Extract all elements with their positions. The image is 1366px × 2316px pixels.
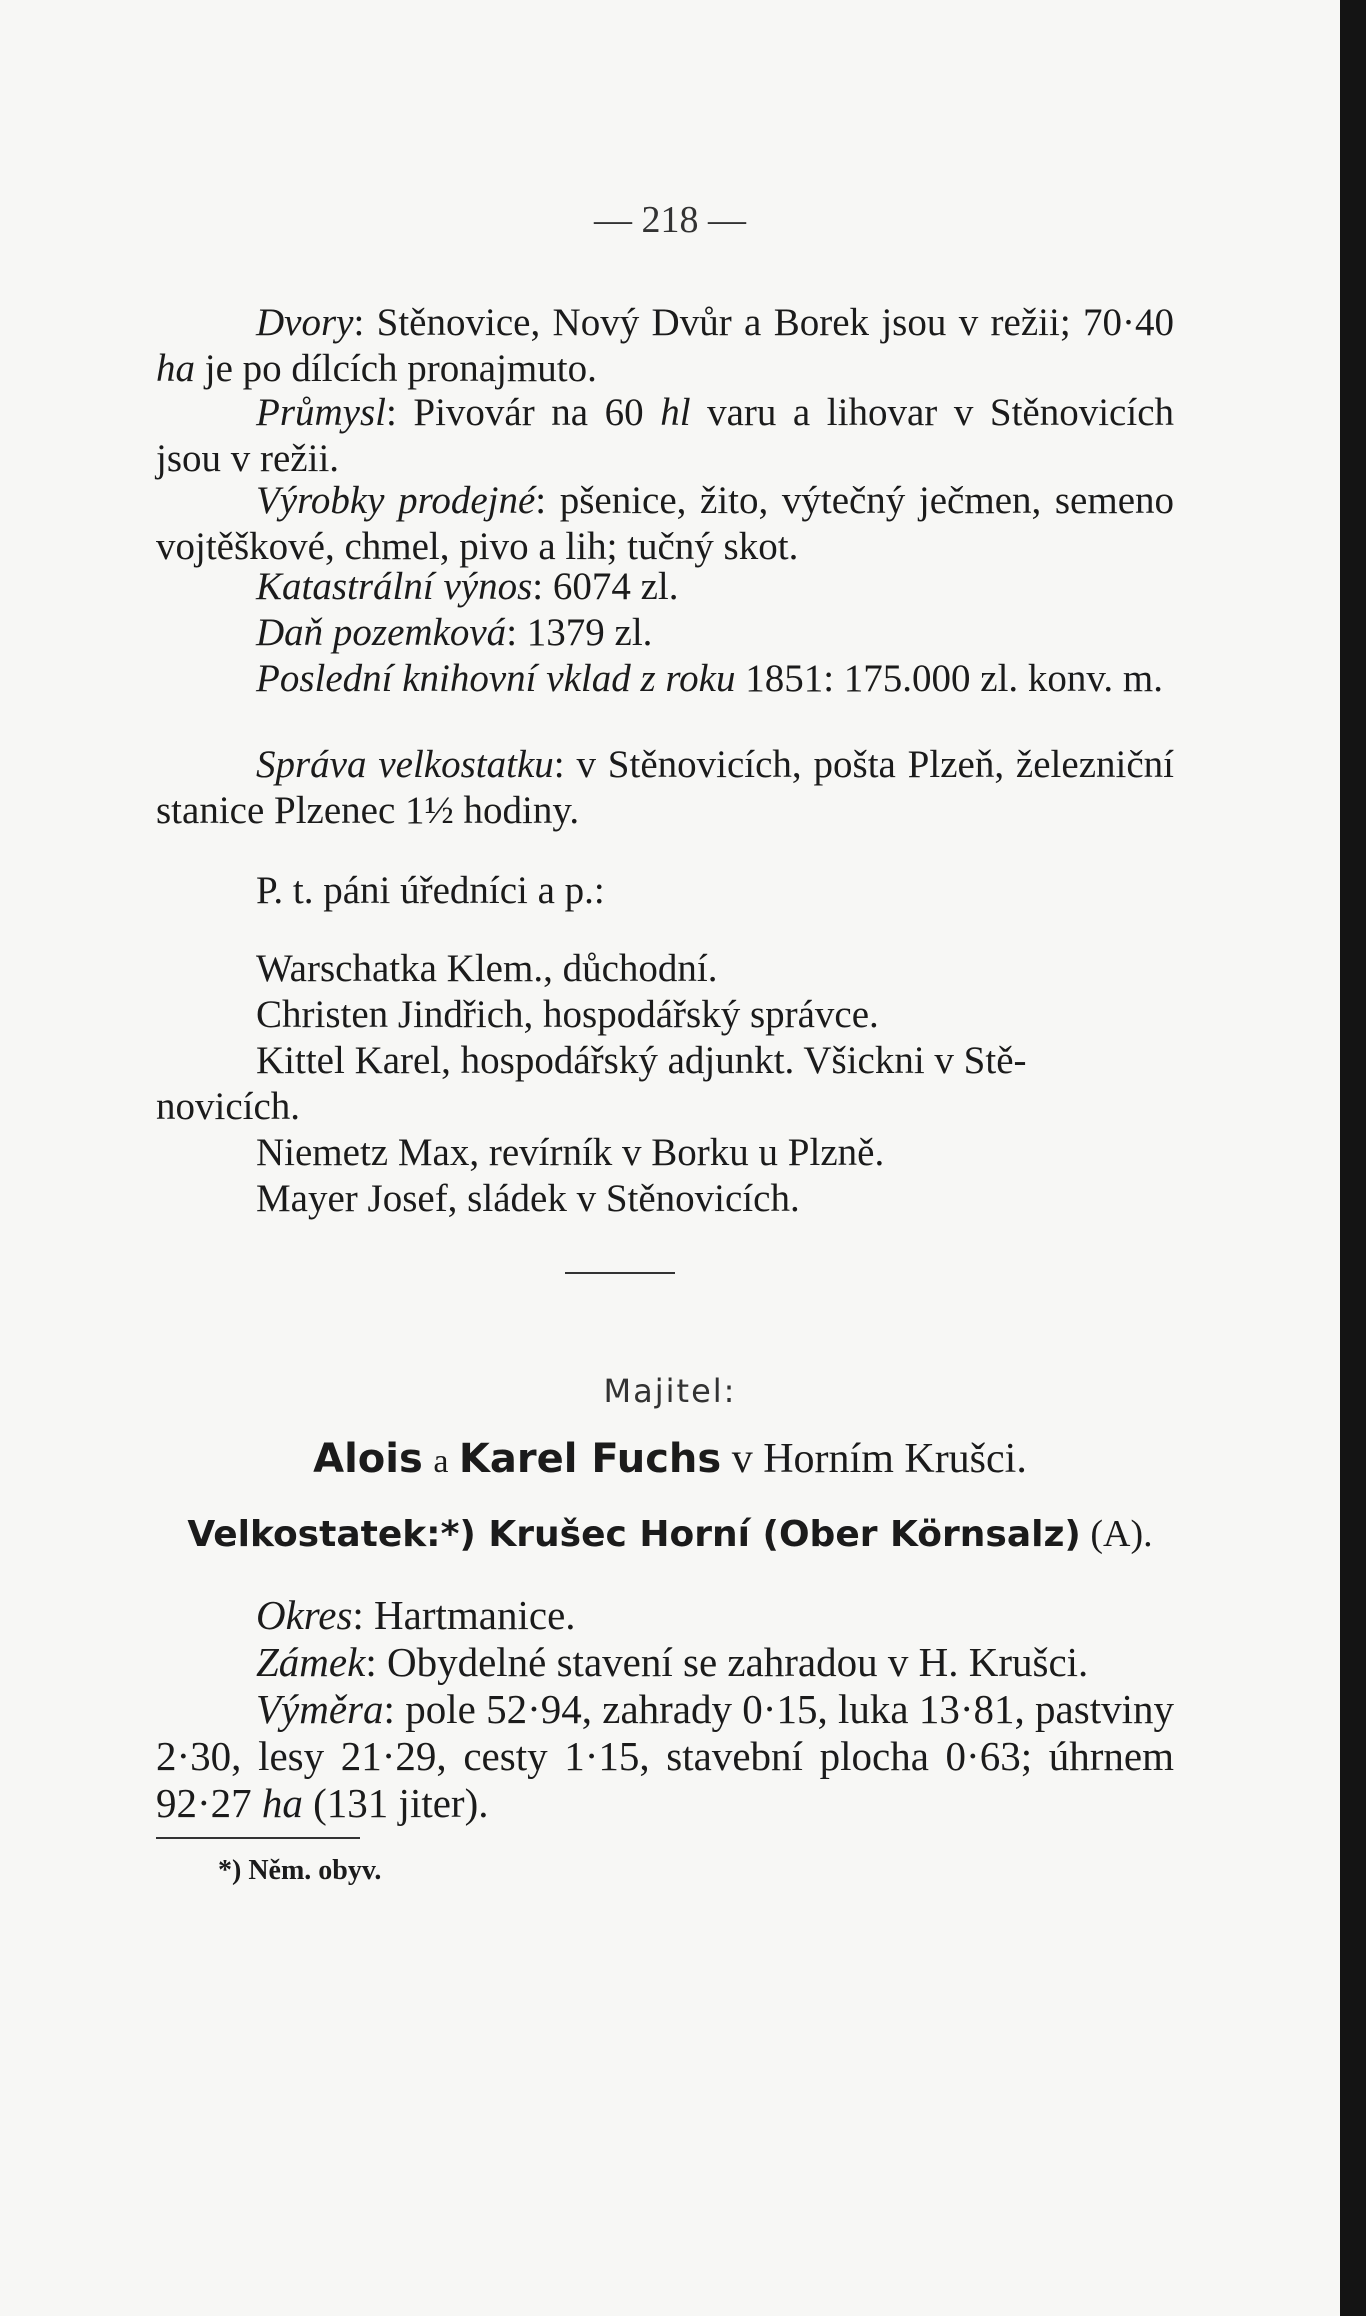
label-vklad: Poslední knihovní vklad z roku xyxy=(256,657,736,700)
page-edge xyxy=(1340,0,1366,2316)
paragraph-vymera: Výměra: pole 52·94, zahrady 0·15, luka 13·81, pastviny 2·30, lesy 21·29, cesty 1·15, stavební plocha 0·63; úhrnem 92·27 ha (131 jiter). xyxy=(156,1686,1174,1826)
label-sprava: Správa velkostatku xyxy=(256,743,554,786)
owner-name-2: Karel Fuchs xyxy=(458,1436,722,1482)
page-number: — 218 — xyxy=(594,199,746,241)
footnote: *) Něm. obyv. xyxy=(218,1855,382,1886)
label-dan: Daň pozemková xyxy=(256,611,507,654)
paragraph-katastr: Katastrální výnos: 6074 zl. xyxy=(256,565,679,608)
label-prumysl: Průmysl xyxy=(256,391,386,434)
officials-heading: P. t. páni úředníci a p.: xyxy=(256,869,605,912)
paragraph-zamek: Zámek: Obydelné stavení se zahradou v H. Krušci. xyxy=(256,1639,1089,1685)
official-line-5: Mayer Josef, sládek v Stěnovicích. xyxy=(256,1177,800,1220)
paragraph-sprava: Správa velkostatku: v Stěnovicích, pošta Plzeň, železniční stanice Plzenec 1½ hodiny. xyxy=(156,743,1174,832)
label-vymera: Výměra xyxy=(256,1686,384,1732)
official-line-4: Niemetz Max, revírník v Borku u Plzně. xyxy=(256,1131,885,1174)
label-okres: Okres xyxy=(256,1592,353,1638)
paragraph-okres: Okres: Hartmanice. xyxy=(256,1592,576,1638)
estate-title: Velkostatek:*) Krušec Horní (Ober Körnsalz) (A). xyxy=(187,1513,1153,1555)
paragraph-vyrobky: Výrobky prodejné: pšenice, žito, výtečný ječmen, semeno vojtěškové, chmel, pivo a lih; tučný skot. xyxy=(156,479,1175,568)
official-line-2: Christen Jindřich, hospodářský správce. xyxy=(256,993,879,1036)
section-divider xyxy=(565,1272,675,1274)
paragraph-prumysl: Průmysl: Pivovár na 60 hl varu a lihovar v Stěnovicích jsou v režii. xyxy=(156,391,1175,480)
owner-place: v Horním Krušci. xyxy=(731,1436,1027,1482)
official-line-1: Warschatka Klem., důchodní. xyxy=(256,947,718,990)
official-line-3b: novicích. xyxy=(156,1085,301,1128)
official-line-3a: Kittel Karel, hospodářský adjunkt. Všickni v Stě- xyxy=(256,1039,1027,1082)
owner-name-1: Alois xyxy=(313,1436,423,1482)
footnote-rule xyxy=(156,1837,360,1839)
label-vyrobky: Výrobky prodejné xyxy=(256,479,536,522)
owner-heading: Majitel: xyxy=(603,1372,737,1410)
paragraph-dvory: Dvory: Stěnovice, Nový Dvůr a Borek jsou v režii; 70·40 ha je po dílcích pronajmuto. xyxy=(156,301,1174,390)
label-katastr: Katastrální výnos xyxy=(256,565,533,608)
paragraph-vklad: Poslední knihovní vklad z roku 1851: 175.000 zl. konv. m. xyxy=(256,657,1163,700)
label-dvory: Dvory xyxy=(256,301,354,344)
paragraph-dan: Daň pozemková: 1379 zl. xyxy=(256,611,653,654)
label-zamek: Zámek xyxy=(256,1639,366,1685)
owner-names: Alois a Karel Fuchs v Horním Krušci. xyxy=(313,1436,1027,1482)
